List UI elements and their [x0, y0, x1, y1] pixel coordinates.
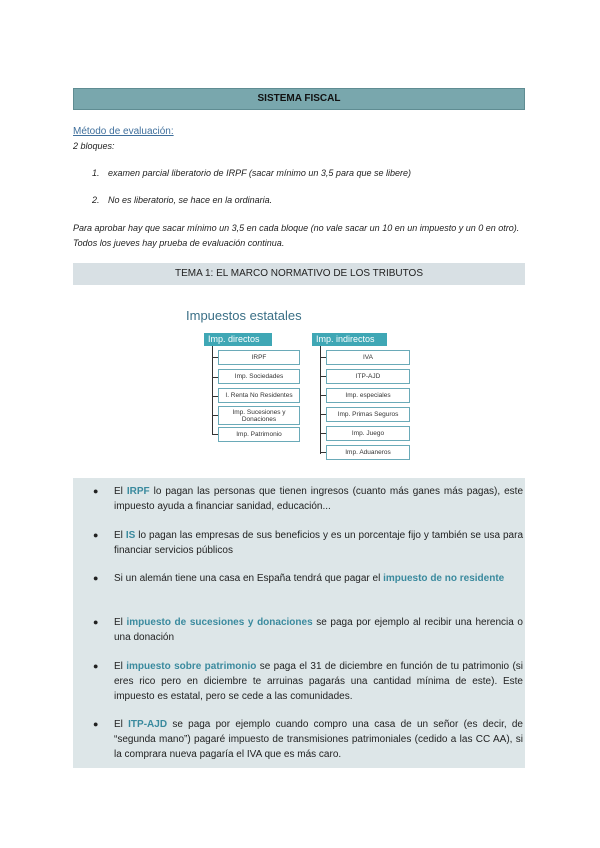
diagram-title: Impuestos estatales: [186, 308, 302, 323]
bullet-dot: ●: [93, 530, 99, 540]
indirect-tax-item: Imp. Aduaneros: [326, 445, 410, 460]
direct-tax-item: Imp. Patrimonio: [218, 427, 300, 442]
direct-tax-item: I. Renta No Residentes: [218, 388, 300, 403]
evaluation-note: Para aprobar hay que sacar mínimo un 3,5 en cada bloque (no vale sacar un 10 en un impuesto y un 0 en otro). Todos los jueves hay prueba de evaluación continua.: [73, 223, 520, 248]
list-item: ● El impuesto de sucesiones y donaciones se paga por ejemplo al recibir una herencia o una donación: [93, 617, 523, 643]
bullet-dot: ●: [93, 573, 99, 583]
bullet-dot: ●: [93, 719, 99, 729]
item-text: examen parcial liberatorio de IRPF (sacar mínimo un 3,5 para que se libere): [108, 168, 411, 178]
item-number: 1.: [92, 168, 100, 178]
evaluation-blocks-label: 2 bloques:: [73, 141, 115, 151]
bullet-dot: ●: [93, 661, 99, 671]
direct-taxes-header: Imp. directos: [204, 333, 272, 346]
evaluation-method-title: Método de evaluación:: [73, 126, 174, 137]
indirect-connector-line: [320, 346, 321, 454]
bullet-dot: ●: [93, 486, 99, 496]
indirect-tax-item: Imp. especiales: [326, 388, 410, 403]
document-title: SISTEMA FISCAL: [73, 88, 525, 110]
highlight-term: impuesto sobre patrimonio: [126, 661, 257, 672]
tax-explanations-panel: [73, 478, 525, 768]
highlight-term: IS: [125, 530, 136, 541]
highlight-term: IRPF: [126, 486, 150, 497]
section-title: TEMA 1: EL MARCO NORMATIVO DE LOS TRIBUTOS: [73, 263, 525, 285]
indirect-tax-item: Imp. Juego: [326, 426, 410, 441]
direct-tax-item: Imp. Sucesiones y Donaciones: [218, 406, 300, 425]
item-number: 2.: [92, 195, 100, 205]
list-item: ● El IRPF lo pagan las personas que tienen ingresos (cuanto más ganes más pagas), este impuesto ayuda a financiar sanidad, educación...: [93, 486, 524, 512]
list-item: ● El ITP-AJD se paga por ejemplo cuando compro una casa de un señor (es decir, de “segunda mano”) pagaré impuesto de transmisiones patrimoniales (cedido a las CC AA), si la comprara nueva pagaría el IVA que es más caro.: [93, 719, 523, 760]
item-text: No es liberatorio, se hace en la ordinaria.: [108, 195, 273, 205]
highlight-term: ITP-AJD: [128, 719, 168, 730]
direct-tax-item: IRPF: [218, 350, 300, 365]
list-item: ● El IS lo pagan las empresas de sus beneficios y es un porcentaje fijo y también se usa para financiar servicios públicos: [93, 530, 524, 556]
highlight-term: impuesto de no residente: [383, 573, 505, 584]
indirect-tax-item: ITP-AJD: [326, 369, 410, 384]
list-item: ● El impuesto sobre patrimonio se paga el 31 de diciembre en función de tu patrimonio (si eres rico pero en diciembre te arruinas pagarás una cantidad mínima de este). Este impuesto es estatal, pero se cede a las comunidades.: [93, 661, 523, 702]
bullet-dot: ●: [93, 617, 99, 627]
evaluation-item: [92, 195, 272, 205]
direct-connector-line: [212, 346, 213, 434]
indirect-tax-item: Imp. Primas Seguros: [326, 407, 410, 422]
list-item: ● Si un alemán tiene una casa en España tendrá que pagar el impuesto de no residente: [93, 573, 505, 584]
indirect-taxes-header: Imp. indirectos: [312, 333, 387, 346]
taxes-diagram: [180, 302, 430, 467]
indirect-tax-item: IVA: [326, 350, 410, 365]
evaluation-item: [92, 168, 411, 178]
highlight-term: impuesto de sucesiones y donaciones: [126, 617, 313, 628]
direct-tax-item: Imp. Sociedades: [218, 369, 300, 384]
